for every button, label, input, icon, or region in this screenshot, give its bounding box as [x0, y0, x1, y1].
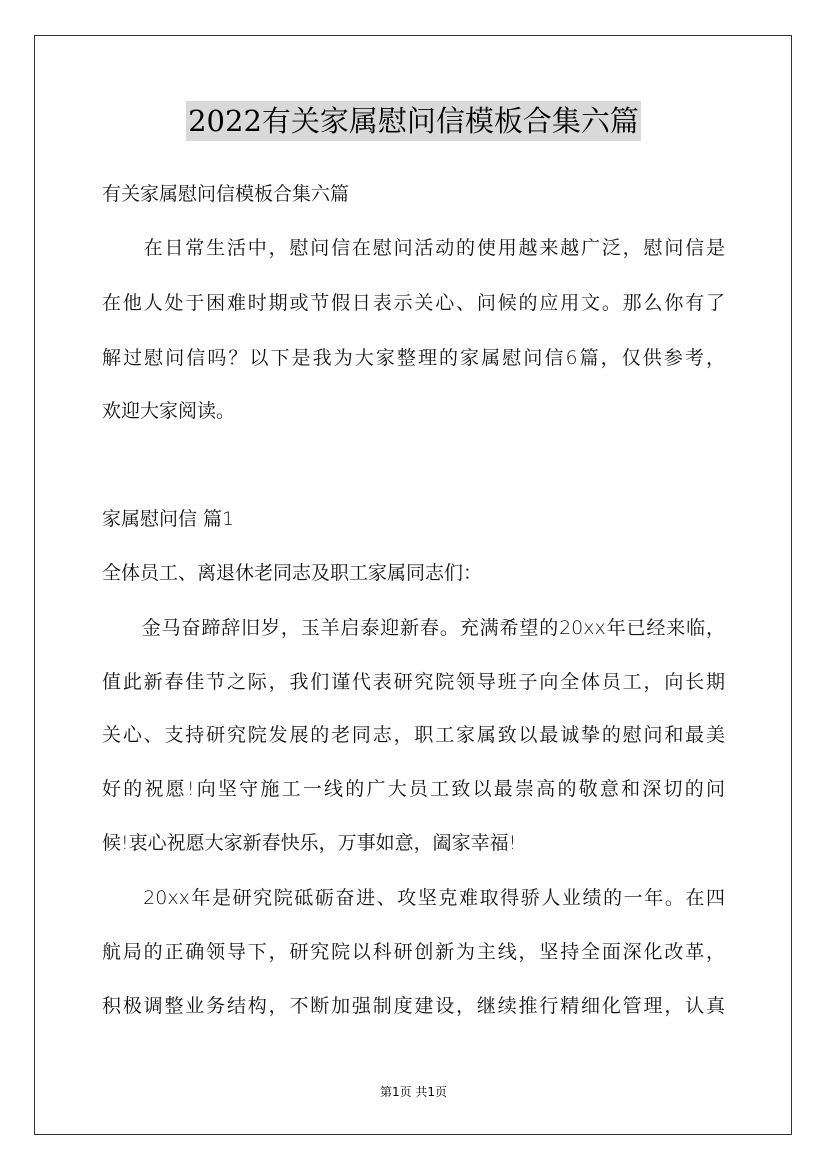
- body-line: 金马奋蹄辞旧岁，玉羊启泰迎新春。充满希望的20xx年已经来临，: [102, 617, 725, 639]
- document-title: 2022有关家属慰问信模板合集六篇: [186, 101, 641, 141]
- body-line: 值此新春佳节之际，我们谨代表研究院领导班子向全体员工，向长期: [102, 671, 725, 693]
- section-heading: 家属慰问信 篇1: [102, 508, 235, 530]
- body-line: 20xx年是研究院砥砺奋进、攻坚克难取得骄人业绩的一年。在四: [102, 887, 725, 909]
- body-line: 解过慰问信吗？以下是我为大家整理的家属慰问信6篇，仅供参考，: [102, 347, 725, 369]
- body-line: 候!衷心祝愿大家新春快乐，万事如意，阖家幸福!: [102, 832, 517, 854]
- body-line: 好的祝愿!向坚守施工一线的广大员工致以最崇高的敬意和深切的问: [102, 778, 725, 800]
- body-line: 关心、支持研究院发展的老同志，职工家属致以最诚挚的慰问和最美: [102, 724, 725, 746]
- title-container: [0, 101, 827, 141]
- body-line: 航局的正确领导下，研究院以科研创新为主线，坚持全面深化改革，: [102, 941, 725, 963]
- body-line: 欢迎大家阅读。: [102, 400, 236, 422]
- body-line: 在他人处于困难时期或节假日表示关心、问候的应用文。那么你有了: [102, 292, 725, 314]
- page-footer: 第1页 共1页: [379, 1085, 448, 1099]
- body-line: 在日常生活中，慰问信在慰问活动的使用越来越广泛，慰问信是: [102, 237, 725, 259]
- salutation-line: 全体员工、离退休老同志及职工家属同志们：: [102, 562, 483, 584]
- subtitle-line: 有关家属慰问信模板合集六篇: [102, 183, 350, 205]
- body-line: 积极调整业务结构，不断加强制度建设，继续推行精细化管理，认真: [102, 995, 725, 1017]
